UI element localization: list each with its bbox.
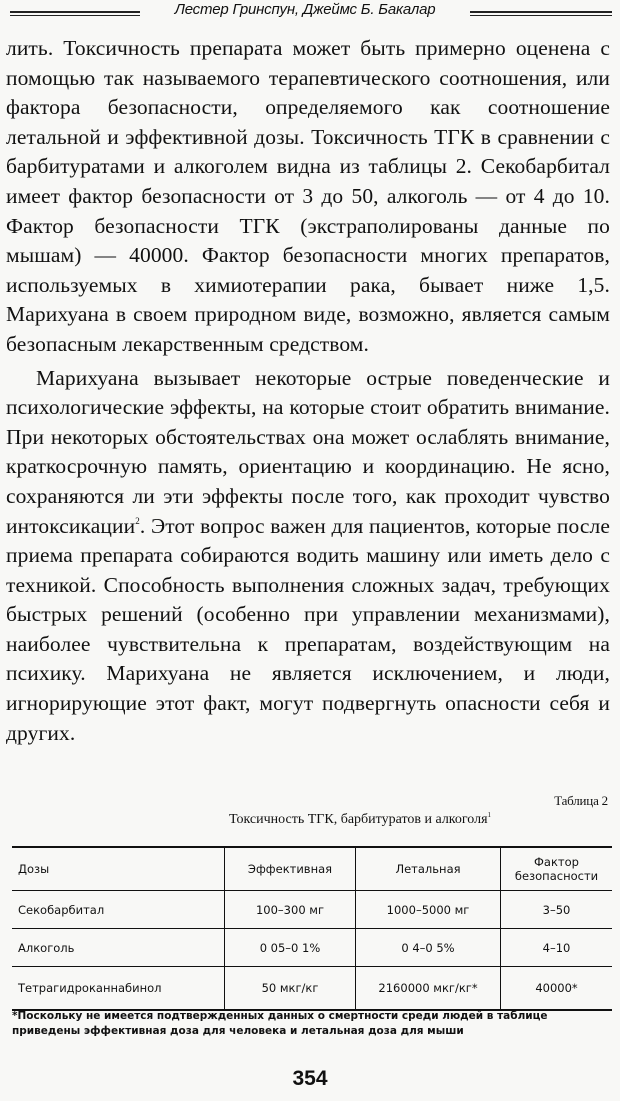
row-lethal: 2160000 мкг/кг* xyxy=(356,967,501,1011)
header-rule-right-thin xyxy=(470,15,612,16)
header-rule-right xyxy=(470,11,612,13)
body-text xyxy=(6,34,610,748)
paragraph-2-part-a: Марихуана вызывает некоторые острые поведенческие и психологические эффекты, на которые стоит обратить внимание. При некоторых обстоятельствах она может ослаблять внимание, краткосрочную память, ориентацию и координацию. Не ясно, сохраняются ли эти эффекты после того, как проходит чувство интоксикации xyxy=(6,365,610,538)
header-doses: Дозы xyxy=(12,847,225,891)
toxicity-table xyxy=(12,846,612,1011)
header-effective: Эффективная xyxy=(225,847,356,891)
paragraph-2-part-b: . Этот вопрос важен для пациентов, которые после приема препарата собираются водить машину или иметь дело с техникой. Способность выполнения сложных задач, требующих быстрых решений (особенно при управлении механизмами), наиболее чувствительна к препаратам, воздействующим на психику. Марихуана не является исключением, и люди, игнорирующие этот факт, могут подвергнуть опасности себя и других. xyxy=(6,513,610,745)
row-effective: 0 05–0 1% xyxy=(225,929,356,967)
header-rule-left xyxy=(10,11,140,13)
row-substance: Алкоголь xyxy=(12,929,225,967)
row-safety-factor: 40000* xyxy=(501,967,613,1011)
row-safety-factor: 4–10 xyxy=(501,929,613,967)
row-substance: Тетрагидроканнабинол xyxy=(12,967,225,1011)
table-row xyxy=(12,967,612,1011)
row-effective: 50 мкг/кг xyxy=(225,967,356,1011)
running-title: Лестер Гринспун, Джеймс Б. Бакалар xyxy=(174,1,436,18)
table-row xyxy=(12,891,612,929)
header-lethal: Летальная xyxy=(356,847,501,891)
row-lethal: 0 4–0 5% xyxy=(356,929,501,967)
table-title xyxy=(150,812,570,828)
footnote-ref: 2 xyxy=(135,515,140,526)
header-rule-left-thin xyxy=(10,15,140,16)
header-safety-factor: Фактор безопасности xyxy=(501,847,613,891)
row-effective: 100–300 мг xyxy=(225,891,356,929)
table-header-row xyxy=(12,847,612,891)
table-label: Таблица 2 xyxy=(554,793,608,808)
table-row xyxy=(12,929,612,967)
table-title-ref: 1 xyxy=(487,811,492,819)
row-lethal: 1000–5000 мг xyxy=(356,891,501,929)
running-header xyxy=(0,0,620,24)
page-number: 354 xyxy=(292,1067,328,1090)
paragraph-1: лить. Токсичность препарата может быть примерно оценена с помощью так называемого терапевтического соотношения, или фактора безопасности, определяемого как соотношение летальной и эффективной дозы. Токсичность ТГК в сравнении с барбитуратами и алкоголем видна из таблицы 2. Секобарбитал имеет фактор безопасности от 3 до 50, алкоголь — от 4 до 10. Фактор безопасности ТГК (экстраполированы данные по мышам) — 40000. Фактор безопасности многих препаратов, используемых в химиотерапии рака, бывает ниже 1,5. Марихуана в своем природном виде, возможно, является самым безопасным лекарственным средством. xyxy=(6,36,610,356)
row-substance: Секобарбитал xyxy=(12,891,225,929)
table-title-text: Токсичность ТГК, барбитуратов и алкоголя xyxy=(228,812,488,827)
row-safety-factor: 3–50 xyxy=(501,891,613,929)
table-footnote: *Поскольку не имеется подтвержденных данных о смертности среди людей в таблице приведены эффективная доза для человека и летальная доза для мыши xyxy=(12,1010,548,1037)
paragraph-2 xyxy=(6,364,610,749)
